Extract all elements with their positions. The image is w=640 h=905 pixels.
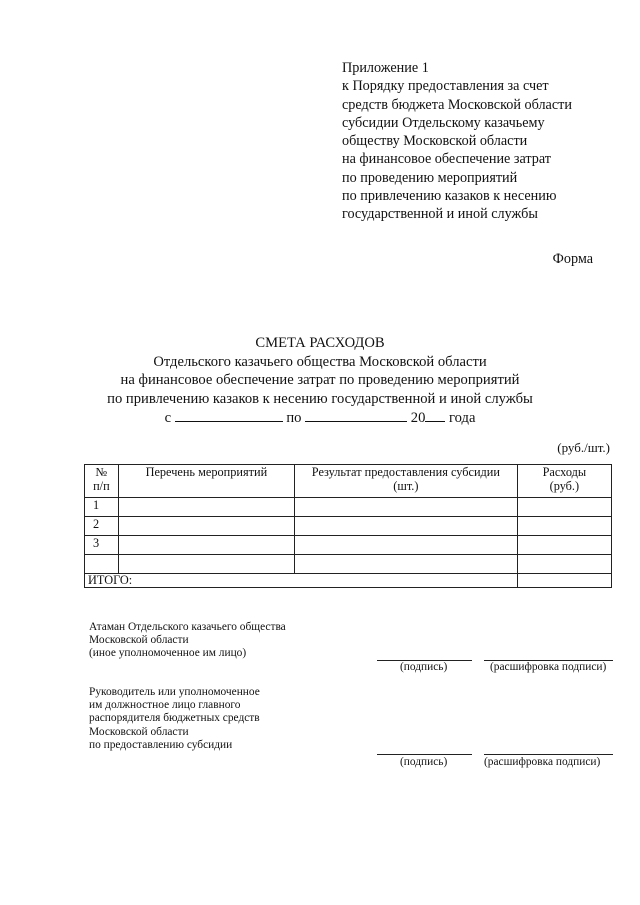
- title-heading: СМЕТА РАСХОДОВ: [255, 335, 385, 351]
- annex-line: государственной и иной службы: [342, 206, 538, 223]
- decode-caption: (расшифровка подписи): [484, 756, 601, 768]
- header-events: Перечень мероприятий: [118, 465, 294, 498]
- head-line: распорядителя бюджетных средств: [89, 712, 260, 725]
- annex-line: субсидии Отдельскому казачьему: [342, 114, 545, 131]
- annex-line: обществу Московской области: [342, 133, 528, 150]
- result-cell[interactable]: [295, 517, 518, 536]
- result-cell[interactable]: [295, 536, 518, 555]
- annex-line: по проведению мероприятий: [342, 169, 518, 186]
- period-from-field[interactable]: [175, 408, 283, 422]
- head-signature-label: [89, 686, 260, 752]
- ataman-line: Атаман Отдельского казачьего общества: [89, 621, 286, 633]
- expense-table: [84, 464, 612, 588]
- units-note: (руб./шт.): [557, 440, 610, 455]
- event-cell[interactable]: [118, 536, 294, 555]
- total-value-cell[interactable]: [517, 574, 611, 588]
- period-year-prefix: 20: [410, 410, 426, 427]
- total-row: [85, 574, 612, 588]
- ataman-line: Московской области: [89, 634, 189, 647]
- table-row-extra: [85, 555, 612, 574]
- period-year-suffix: года: [449, 410, 476, 427]
- head-line: по предоставлению субсидии: [89, 738, 233, 751]
- row-number: 1: [85, 498, 119, 517]
- period-to-label: по: [286, 410, 302, 427]
- total-label: ИТОГО:: [85, 574, 518, 588]
- annex-line: к Порядку предоставления за счет: [342, 78, 549, 95]
- head-line: Руководитель или уполномоченное: [89, 686, 260, 698]
- expense-cell[interactable]: [517, 517, 611, 536]
- signature-caption: (подпись): [400, 661, 448, 673]
- table-row: [85, 536, 612, 555]
- row-number: 3: [85, 536, 119, 555]
- period-year-field[interactable]: [425, 408, 445, 422]
- ataman-line: (иное уполномоченное им лицо): [89, 647, 247, 660]
- row-number: 2: [85, 517, 119, 536]
- event-cell[interactable]: [118, 498, 294, 517]
- annex-line: Приложение 1: [342, 60, 429, 76]
- expense-cell[interactable]: [517, 498, 611, 517]
- event-cell[interactable]: [118, 517, 294, 536]
- ataman-signature-label: [89, 621, 286, 661]
- annex-line: на финансовое обеспечение затрат: [342, 151, 552, 168]
- form-label: Форма: [552, 251, 593, 267]
- table-row: [85, 498, 612, 517]
- document-title: [0, 334, 640, 428]
- head-decode-line[interactable]: [484, 754, 613, 755]
- table-row: [85, 517, 612, 536]
- header-result: Результат предоставления субсидии (шт.): [295, 465, 518, 498]
- period-from-label: с: [164, 410, 172, 427]
- annex-header: [342, 59, 572, 224]
- head-line: им должностное лицо главного: [89, 699, 241, 712]
- annex-line: средств бюджета Московской области: [342, 96, 572, 113]
- header-expenses: Расходы (руб.): [517, 465, 611, 498]
- head-line: Московской области: [89, 725, 189, 738]
- table-header-row: [85, 465, 612, 498]
- signature-caption: (подпись): [400, 756, 448, 768]
- period-to-field[interactable]: [305, 408, 407, 422]
- title-line: на финансовое обеспечение затрат по проведению мероприятий: [120, 372, 520, 389]
- title-line: Отдельского казачьего общества Московской области: [153, 353, 487, 370]
- period-line: [0, 408, 640, 428]
- annex-line: по привлечению казаков к несению: [342, 188, 557, 205]
- header-num: № п/п: [85, 465, 119, 498]
- expense-cell[interactable]: [517, 536, 611, 555]
- result-cell[interactable]: [295, 498, 518, 517]
- decode-caption: (расшифровка подписи): [490, 661, 607, 673]
- head-signature-line[interactable]: [377, 754, 472, 755]
- title-line: по привлечению казаков к несению государственной и иной службы: [107, 390, 533, 407]
